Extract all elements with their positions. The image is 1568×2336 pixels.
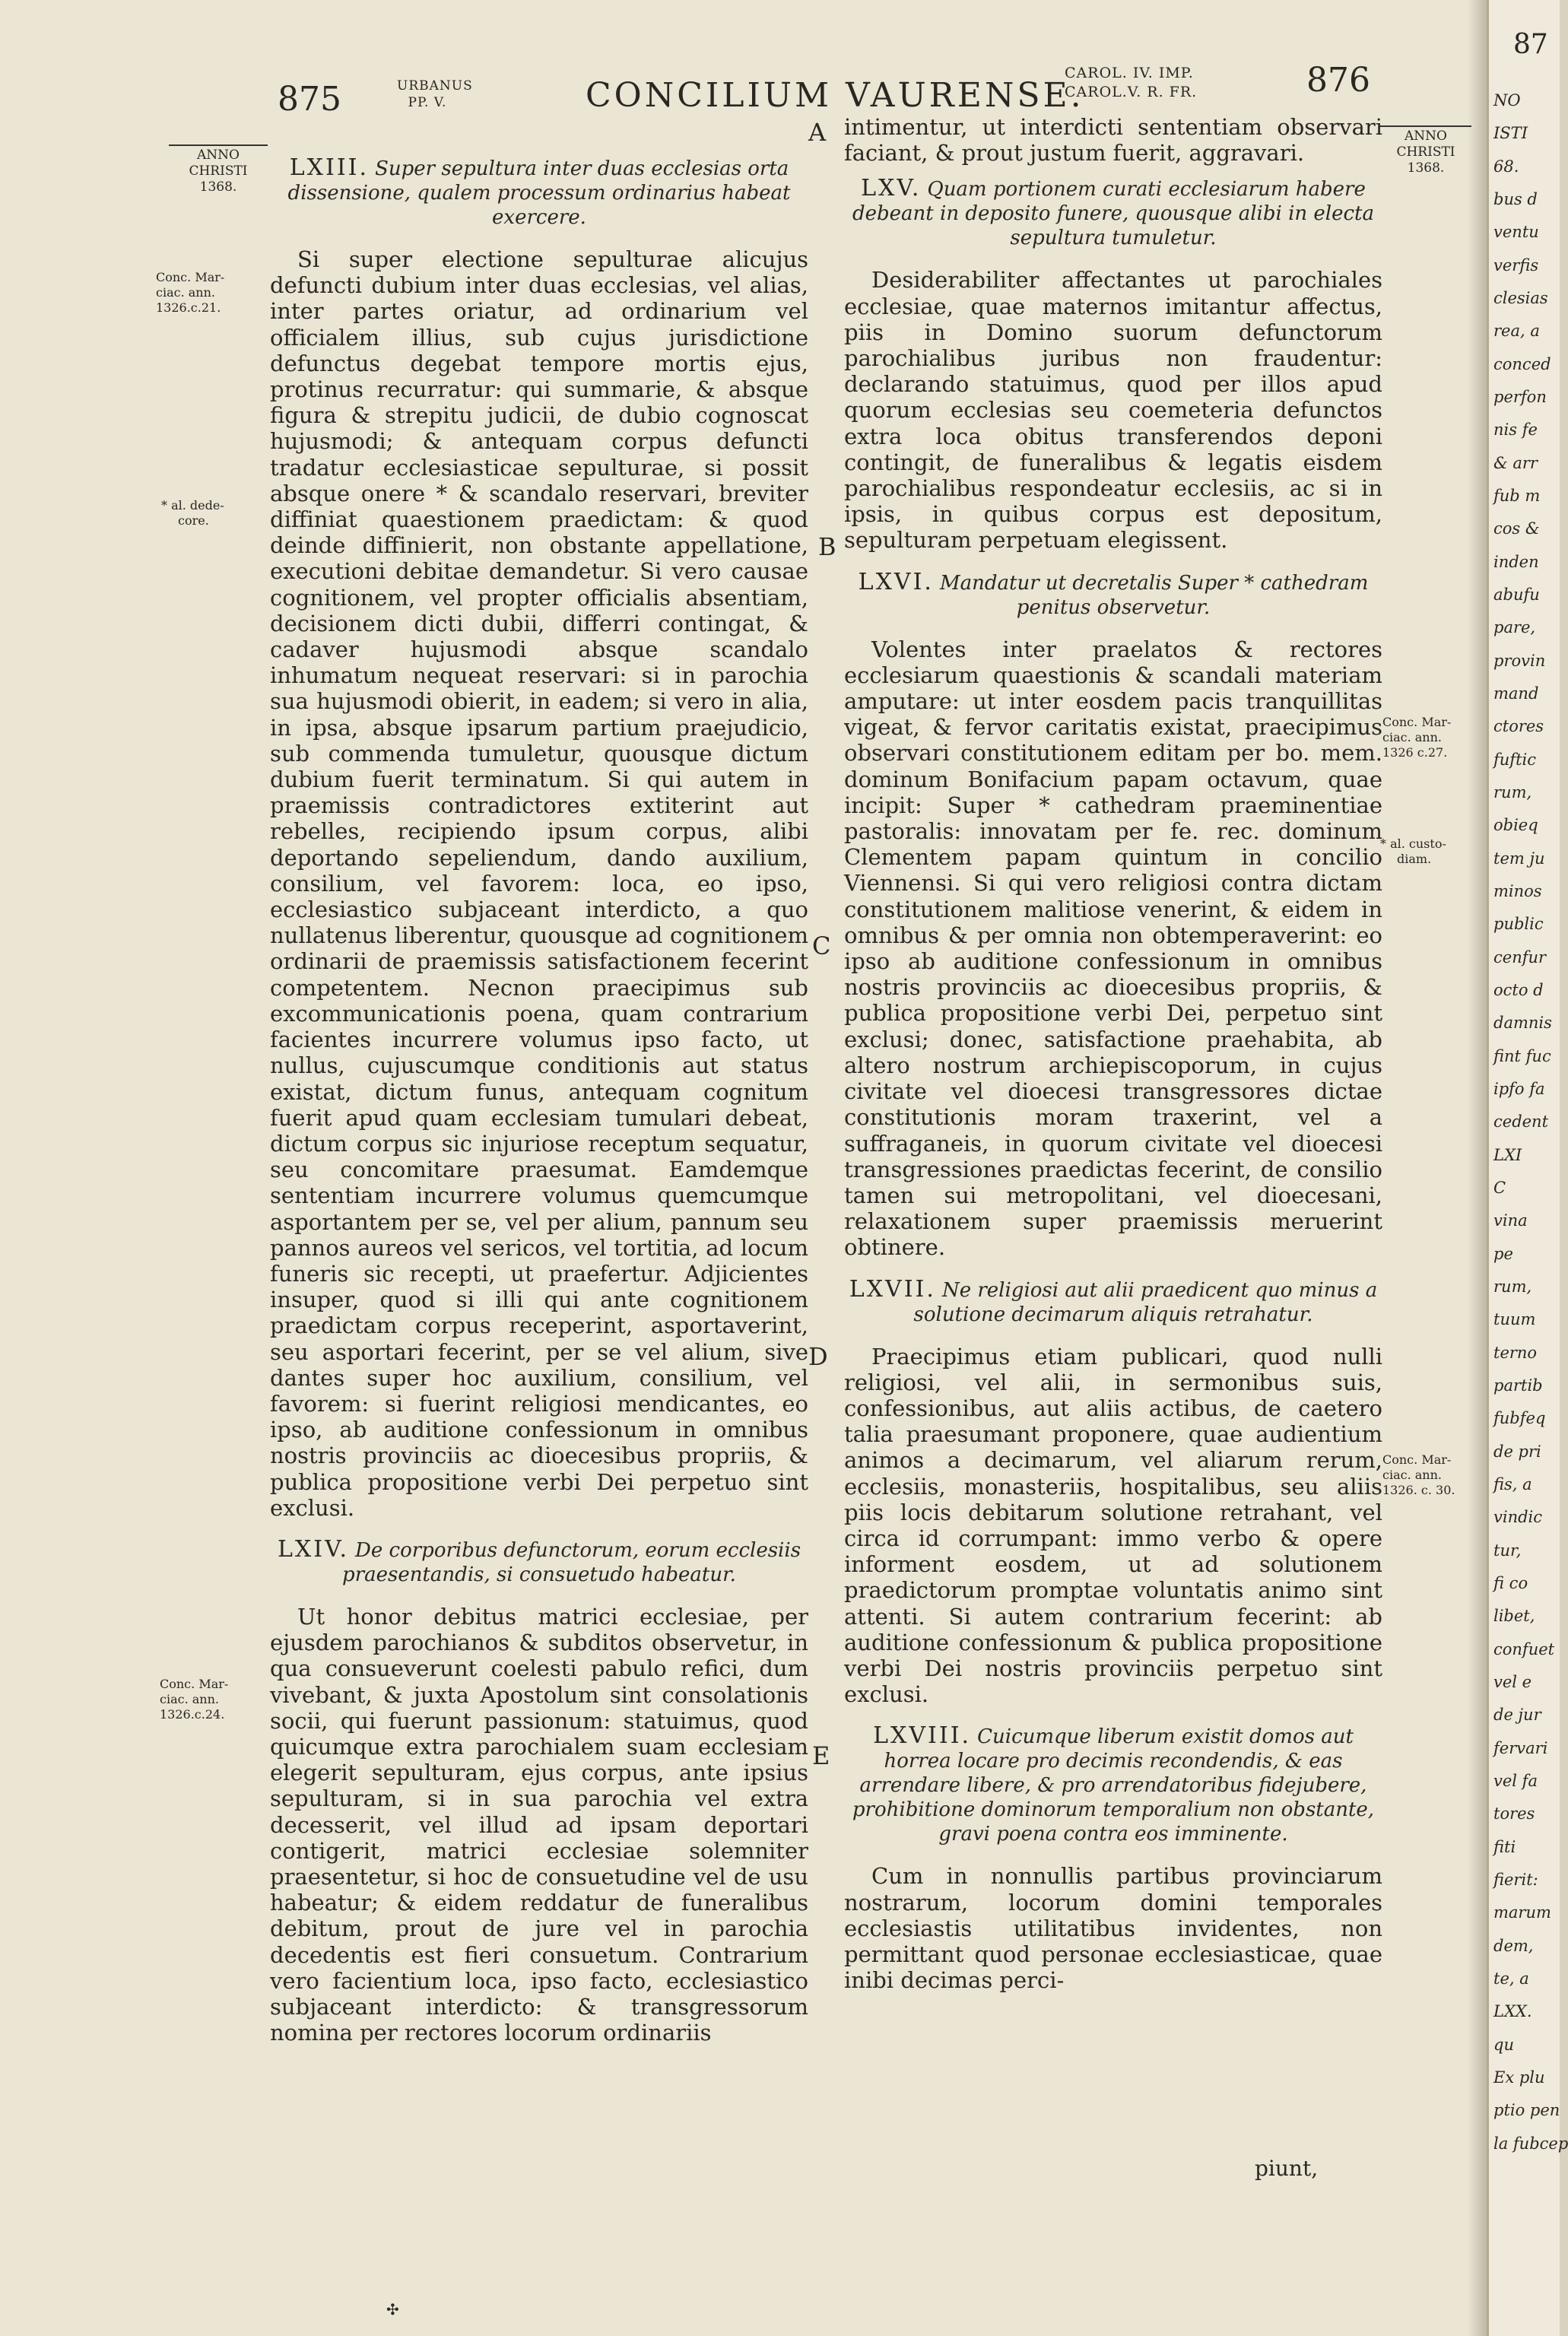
left-column [270, 156, 808, 2046]
margin-note-line: * al. dede- [161, 498, 224, 513]
edge-fragment: libet, [1493, 1607, 1535, 1626]
left-page-number: 875 [278, 80, 341, 119]
margin-note-line: Conc. Mar- [156, 270, 225, 284]
edge-fragment: octo d [1493, 981, 1544, 999]
ruler-king: CAROL.V. R. FR. [1065, 84, 1198, 100]
edge-fragment: marum [1493, 1903, 1551, 1922]
chapter-title: Super sepultura inter duas ecclesias orta dissensione, qualem processum ordinarius habeat exercere. [287, 157, 791, 229]
edge-fragment: cenfur [1493, 947, 1547, 966]
edge-fragment: de pri [1493, 1442, 1541, 1461]
anno-label: ANNO [197, 148, 240, 163]
margin-note-line: Conc. Mar- [1382, 715, 1452, 729]
running-head-rulers [1065, 64, 1197, 102]
edge-fragment: te, a [1493, 1969, 1529, 1988]
edge-fragment: fuftic [1493, 750, 1536, 769]
margin-note-line: 1326 c.27. [1382, 745, 1448, 760]
right-page-number: 876 [1306, 61, 1370, 100]
continued-text: intimentur, ut interdicti sententiam observari faciant, & prout justum fuerit, aggravari. [844, 114, 1382, 167]
edge-fragment: cos & [1493, 519, 1540, 538]
edge-fragment: verfis [1493, 256, 1539, 275]
edge-fragment: la fubcep [1493, 2134, 1568, 2153]
section-letter-e: E [812, 1741, 830, 1770]
chapter-title: Quam portionem curati ecclesiarum habere debeant in deposito funere, quousque alibi in electa sepultura tumuletur. [852, 178, 1374, 250]
margin-note-dedecore [161, 498, 260, 528]
christi-label: CHRISTI [189, 163, 248, 179]
edge-fragment: pe [1493, 1244, 1513, 1263]
chapter-lxv-heading [844, 176, 1382, 250]
chapter-lxvi-heading [844, 570, 1382, 620]
edge-fragment: fub m [1493, 487, 1541, 505]
margin-note-line: ciac. ann. [1382, 1468, 1442, 1482]
edge-fragment: vel fa [1493, 1772, 1538, 1790]
edge-fragment: rea, a [1493, 322, 1540, 341]
edge-fragment: mand [1493, 684, 1539, 703]
chapter-lxviii-heading [844, 1724, 1382, 1846]
margin-note-line: ciac. ann. [1382, 730, 1442, 744]
edge-fragment: minos [1493, 882, 1542, 900]
margin-note-line: 1326. c. 30. [1382, 1483, 1455, 1497]
edge-fragment: provin [1493, 651, 1546, 670]
edge-fragment: damnis [1493, 1014, 1552, 1033]
margin-note-line: 1326.c.21. [156, 300, 221, 315]
edge-fragment: partib [1493, 1376, 1543, 1395]
anno-year: 1368. [1407, 160, 1445, 176]
edge-fragment: obieq [1493, 816, 1538, 835]
edge-fragment: bus d [1493, 190, 1538, 208]
chapter-number: LXV. [861, 175, 922, 202]
edge-fragment: cedent [1493, 1112, 1549, 1132]
edge-fragment: rum, [1493, 1278, 1532, 1296]
chapter-lxvii-heading [844, 1275, 1382, 1327]
edge-fragment: abufu [1493, 586, 1540, 604]
edge-fragment: de jur [1493, 1706, 1541, 1725]
edge-fragment: NO [1493, 91, 1521, 110]
chapter-lxiv-text: Ut honor debitus matrici ecclesiae, per ejusdem parochianos & subditos observetur, in qua consueverunt coelesti pabulo refici, dum vivebant, & juxta Apostolum sint consolationis socii, qui fuerunt passionum: statuimus, quod quicumque extra parochialem suam ecclesiam elegerit sepulturam, ejus corpus, ante ipsius sepulturam, si in sua parochia vel extra decesserit, vel illud ad ipsam deportari contigerit, matrici ecclesiae solemniter praesentetur, si hoc de consuetudine vel de usu habeatur; & eidem reddatur de funeralibus debitum, prout de jure vel in parochia decedentis est fieri consuetum. Contrarium vero facientium loca, ipso facto, ecclesiastico subjaceant interdicto: & transgressorum nomina per rectores locorum ordinariis [270, 1603, 808, 2046]
edge-fragment: vel e [1493, 1673, 1532, 1691]
section-letter-a: A [808, 118, 827, 147]
edge-fragment: fierit: [1493, 1871, 1538, 1889]
anno-label: ANNO [1405, 129, 1447, 144]
edge-fragment: rum, [1493, 783, 1532, 801]
edge-fragment: perfon [1493, 388, 1547, 406]
edge-fragment: ctores [1493, 717, 1544, 736]
edge-fragment: vindic [1493, 1508, 1543, 1527]
christi-label: CHRISTI [1396, 144, 1455, 160]
margin-note-lxvii [1382, 1452, 1474, 1498]
chapter-lxvii-text: Praecipimus etiam publicari, quod nulli religiosi, vel alii, in sermonibus suis, confessionibus, aut aliis actibus, de caetero talia praesumant proponere, quae audientium animos a decimarum, vel aliarum rerum, ecclesiis, monasteriis, hospitalibus, seu aliis piis locis debitarum solutione retrahant, vel circa id corrumpant: immo verbo & opere informent eosdem, ut ad solutionem praedictorum promptae voluntatis animo sint attenti. Si autem contrarium fecerint: ab auditione confessionum & publica propositione verbi Dei nostris provinciis perpetuo sint exclusi. [844, 1343, 1382, 1708]
section-letter-b: B [818, 532, 836, 561]
edge-fragment: tem ju [1493, 849, 1545, 868]
pope-name: URBANUS [397, 78, 473, 94]
margin-note-line: Conc. Mar- [1382, 1452, 1452, 1467]
edge-fragment: public [1493, 915, 1544, 934]
margin-note-line: * al. custo- [1380, 836, 1446, 851]
chapter-number: LXVI. [858, 568, 934, 595]
chapter-number: LXIII. [289, 154, 370, 181]
edge-fragment: LXX. [1493, 2002, 1532, 2021]
chapter-lxiii-text: Si super electione sepulturae alicujus defuncti dubium inter duas ecclesias, vel alias, inter partes oriatur, ad ordinarium vel officialem illius, sub cujus jurisdictione defunctus degebat tempore mortis ejus, protinus recurratur: qui summarie, & absque figura & strepitu judicii, de dubio cognoscat hujusmodi; & antequam corpus defuncti tradatur ecclesiasticae sepulturae, si possit absque onere * & scandalo reservari, breviter diffiniat quaestionem praedictam: & quod deinde diffinierit, non obstante appellatione, executioni debitae demandetur. Si vero causae cognitionem, vel propter officialis absentiam, decisionem dicti dubii, differri contingat, & cadaver hujusmodi absque scandalo inhumatum nequeat reservari: si in parochia sua hujusmodi obierit, in eadem; si vero in alia, in ipsa, absque ipsarum partium praejudicio, sub commenda tumuletur, quousque dictum dubium fuerit terminatum. Si qui autem in praemissis contradictores extiterint aut rebelles, recipiendo ipsum corpus, alibi deportando sepeliendum, dando auxilium, consilium, vel favorem: loca, eo ipso, ecclesiastico subjaceant interdicto, a quo nullatenus liberentur, quousque ad cognitionem ordinarii de praemissis satisfactionem fecerint competentem. Necnon praecipimus sub excommunicationis poena, quam contrarium facientes incurrere volumus ipso facto, ut nullus, cujuscumque conditionis aut status existat, dictum funus, antequam cognitum fuerit apud quam ecclesiam tumulari debeat, dictum corpus sic injuriose receptum sequatur, seu concomitare praesumat. Eamdemque sententiam incurrere volumus quemcumque asportantem per se, vel per alium, pannum seu pannos aureos vel sericos, vel tortitia, ad locum funeris sic recepti, ut praefertur. Adjicientes insuper, quod si illi qui ante cognitionem praedictam corpus receperint, asportaverint, seu asportari fecerint, per se vel alium, sive dantes super hoc auxilium, consilium, vel favorem: si fuerint religiosi mendicantes, eo ipso, ab auditione confessionum in omnibus nostris provinciis ac dioecesibus propriis, & publica propositione verbi Dei perpetuo sint exclusi. [270, 246, 808, 1521]
edge-fragment: vina [1493, 1211, 1528, 1230]
next-page-number: 87 [1513, 29, 1548, 60]
chapter-title: De corporibus defunctorum, eorum ecclesiis praesentandis, si consuetudo habeatur. [342, 1538, 801, 1586]
edge-fragment: clesias [1493, 289, 1548, 307]
chapter-title: Ne religiosi aut alii praedicent quo minus a solutione decimarum aliquis retrahatur. [913, 1278, 1378, 1326]
running-head-title: CONCILIUM VAURENSE. [586, 76, 1084, 115]
margin-note-line: ciac. ann. [156, 285, 215, 300]
chapter-lxvi-text: Volentes inter praelatos & rectores ecclesiarum quaestionis & scandali materiam amputare: ut inter eosdem pacis tranquillitas vigeat, & fervor caritatis existat, praecipimus observari constitutionem editam per bo. mem. dominum Bonifacium papam octavum, quae incipit: Super * cathedram praeminentiae pastoralis: innovatam per fe. rec. dominum Clementem papam quintum in concilio Viennensi. Si qui vero religiosi contra dictam constitutionem malitiose venerint, & eidem in omnibus & per omnia non obtemperaverint: eo ipso ab auditione confessionum in omnibus nostris provinciis ac dioecesibus propriis, & publica propositione verbi Dei, perpetuo sint exclusi; donec, satisfactione praehabita, ab altero nostrum archiepiscoporum, in cujus civitate vel dioecesi transgressores dictae constitutionis moram traxerint, vel a suffraganeis, in quorum civitate vel dioecesi transgressiones praedictas fecerint, de consilio tamen sui metropolitani, vel dioecesani, relaxationem super praemissis meruerint obtinere. [844, 636, 1382, 1261]
margin-note-lxvi [1382, 715, 1470, 760]
margin-note-line: ciac. ann. [160, 1692, 219, 1706]
edge-fragment: LXI [1493, 1145, 1522, 1164]
anno-christi-right [1380, 125, 1471, 176]
edge-fragment: 68. [1493, 157, 1519, 176]
margin-note-line: core. [178, 513, 209, 528]
anno-christi-left [169, 144, 268, 195]
right-column [844, 114, 1382, 1993]
edge-fragment: confuet [1493, 1639, 1555, 1658]
edge-fragment: qu [1493, 2035, 1514, 2054]
edge-fragment: pare, [1493, 618, 1536, 637]
edge-fragment: & arr [1493, 453, 1538, 472]
edge-fragment: fiti [1493, 1837, 1516, 1856]
anno-year: 1368. [199, 179, 237, 195]
edge-fragment: dem, [1493, 1936, 1534, 1955]
edge-fragment: nis fe [1493, 421, 1538, 440]
edge-fragment: terno [1493, 1343, 1538, 1362]
edge-fragment: fi co [1493, 1574, 1528, 1592]
edge-fragment: fint fuc [1493, 1046, 1551, 1065]
margin-note-lxiii [156, 270, 262, 316]
margin-note-lxiv [160, 1677, 262, 1722]
printer-ornament: ✣ [386, 2300, 399, 2319]
edge-fragment: ISTI [1493, 124, 1528, 143]
next-page-edge [1487, 0, 1568, 2336]
margin-note-line: diam. [1397, 852, 1432, 866]
edge-fragment: fis, a [1493, 1475, 1532, 1493]
margin-note-line: Conc. Mar- [160, 1677, 229, 1691]
edge-fragment: tores [1493, 1804, 1535, 1823]
edge-fragment: tuum [1493, 1310, 1536, 1329]
ruler-emperor: CAROL. IV. IMP. [1065, 65, 1194, 81]
edge-fragment: inden [1493, 552, 1539, 571]
margin-note-custodiam [1380, 836, 1471, 867]
edge-fragment: conced [1493, 354, 1551, 373]
chapter-title: Mandatur ut decretalis Super * cathedram penitus observetur. [939, 571, 1369, 619]
chapter-title: Cuicumque liberum existit domos aut horrea locare pro decimis recondendis, & eas arrendare libere, & pro arrendatoribus fidejubere, prohibitione dominorum temporalium non obstante, gravi poena contra eos imminente. [852, 1725, 1375, 1846]
edge-fragment: ptio pen [1493, 2101, 1560, 2120]
catchword: piunt, [1255, 2156, 1319, 2181]
margin-note-line: 1326.c.24. [160, 1707, 225, 1722]
edge-fragment: C [1493, 1179, 1506, 1197]
edge-fragment: ventu [1493, 223, 1539, 242]
chapter-number: LXVIII. [873, 1722, 972, 1750]
page-gutter-shadow [1468, 0, 1487, 2336]
chapter-lxv-text: Desiderabiliter affectantes ut parochiales ecclesiae, quae maternos imitantur affectus, piis in Domino suorum defunctorum parochialibus juribus non fraudentur: declarando statuimus, quod per illos apud quorum ecclesias seu coemeteria defunctos extra loca obitus transferendos deponi contingit, de funeralibus & legatis eisdem parochialibus respondeatur ecclesiis, ac si in ipsis, in quibus corpus est depositum, sepulturam perpetuam elegissent. [844, 267, 1382, 554]
chapter-lxiii-heading [270, 156, 808, 230]
chapter-lxviii-text: Cum in nonnullis partibus provinciarum nostrarum, locorum domini temporales ecclesiastis utilitatibus invidentes, non permittant quod personae ecclesiasticae, quae inibi decimas perci- [844, 1863, 1382, 1994]
edge-fragment: Ex plu [1493, 2068, 1545, 2087]
edge-fragment: fervari [1493, 1738, 1548, 1757]
running-head-pope [397, 78, 473, 111]
chapter-number: LXVII. [849, 1275, 936, 1303]
section-letter-c: C [812, 932, 831, 960]
section-letter-d: D [808, 1342, 828, 1371]
chapter-lxiv-heading [270, 1535, 808, 1587]
edge-fragment: ipfo fa [1493, 1080, 1545, 1098]
edge-fragment: fubfeq [1493, 1409, 1546, 1428]
pope-number: PP. V. [408, 95, 447, 110]
edge-fragment: tur, [1493, 1541, 1522, 1560]
chapter-number: LXIV. [277, 1535, 350, 1563]
